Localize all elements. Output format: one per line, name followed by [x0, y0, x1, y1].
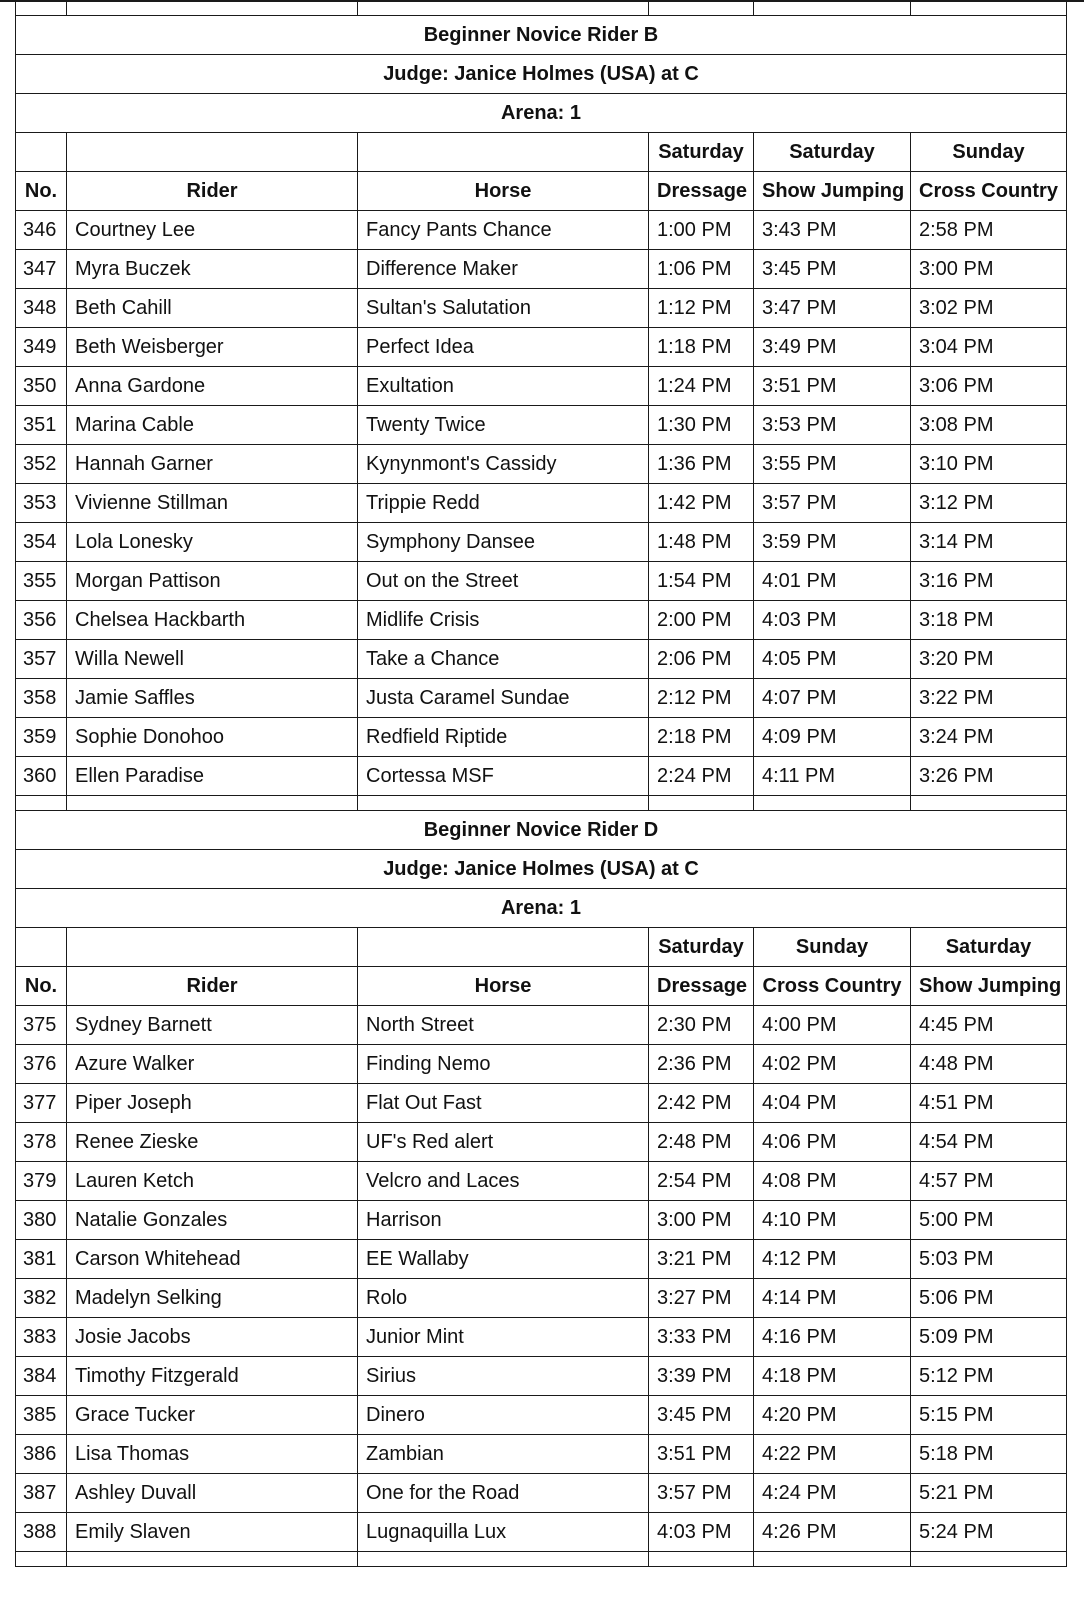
- horse-name: Fancy Pants Chance: [358, 211, 649, 250]
- spacer-cell: [649, 1552, 754, 1567]
- time-3: 4:57 PM: [911, 1162, 1067, 1201]
- spacer-cell: [911, 1, 1067, 16]
- table-row: [16, 1435, 1067, 1474]
- table-row: [16, 1357, 1067, 1396]
- schedule-sheet: [15, 0, 1066, 1567]
- horse-name: Twenty Twice: [358, 406, 649, 445]
- spacer-cell: [358, 1552, 649, 1567]
- horse-name: Velcro and Laces: [358, 1162, 649, 1201]
- time-3: 3:20 PM: [911, 640, 1067, 679]
- header-horse: Horse: [358, 967, 649, 1006]
- rider-number: 387: [16, 1474, 67, 1513]
- time-3: 5:09 PM: [911, 1318, 1067, 1357]
- time-1: 2:06 PM: [649, 640, 754, 679]
- time-3: 3:10 PM: [911, 445, 1067, 484]
- header-phase-1: Dressage: [649, 172, 754, 211]
- horse-name: Redfield Riptide: [358, 718, 649, 757]
- time-2: 3:53 PM: [754, 406, 911, 445]
- schedule-table: [15, 0, 1067, 1567]
- spacer-cell: [67, 796, 358, 811]
- table-row: [16, 445, 1067, 484]
- spacer-cell: [67, 1552, 358, 1567]
- section-title: Beginner Novice Rider D: [16, 811, 1067, 850]
- time-3: 4:48 PM: [911, 1045, 1067, 1084]
- time-1: 3:51 PM: [649, 1435, 754, 1474]
- spacer-cell: [754, 796, 911, 811]
- schedule-body: [16, 1, 1067, 1567]
- horse-name: Difference Maker: [358, 250, 649, 289]
- section-title-row: [16, 811, 1067, 850]
- time-3: 5:00 PM: [911, 1201, 1067, 1240]
- day-header-1: Saturday: [649, 133, 754, 172]
- section-title: Beginner Novice Rider B: [16, 16, 1067, 55]
- bottom-spacer-row: [16, 1552, 1067, 1567]
- horse-name: Kynynmont's Cassidy: [358, 445, 649, 484]
- time-2: 4:03 PM: [754, 601, 911, 640]
- empty-header-cell: [358, 133, 649, 172]
- rider-number: 354: [16, 523, 67, 562]
- time-3: 5:24 PM: [911, 1513, 1067, 1552]
- time-1: 3:33 PM: [649, 1318, 754, 1357]
- rider-number: 349: [16, 328, 67, 367]
- time-3: 4:45 PM: [911, 1006, 1067, 1045]
- time-1: 2:24 PM: [649, 757, 754, 796]
- header-no: No.: [16, 172, 67, 211]
- header-horse: Horse: [358, 172, 649, 211]
- day-header-1: Saturday: [649, 928, 754, 967]
- rider-number: 359: [16, 718, 67, 757]
- rider-name: Beth Cahill: [67, 289, 358, 328]
- time-2: 3:47 PM: [754, 289, 911, 328]
- time-3: 5:18 PM: [911, 1435, 1067, 1474]
- arena-line-row: [16, 94, 1067, 133]
- rider-name: Sydney Barnett: [67, 1006, 358, 1045]
- table-row: [16, 1474, 1067, 1513]
- table-row: [16, 640, 1067, 679]
- table-row: [16, 1279, 1067, 1318]
- table-row: [16, 718, 1067, 757]
- header-phase-3: Show Jumping: [911, 967, 1067, 1006]
- time-2: 4:05 PM: [754, 640, 911, 679]
- rider-name: Vivienne Stillman: [67, 484, 358, 523]
- rider-name: Emily Slaven: [67, 1513, 358, 1552]
- time-3: 3:00 PM: [911, 250, 1067, 289]
- rider-number: 348: [16, 289, 67, 328]
- empty-header-cell: [67, 133, 358, 172]
- spacer-cell: [911, 1552, 1067, 1567]
- time-1: 1:36 PM: [649, 445, 754, 484]
- time-2: 3:57 PM: [754, 484, 911, 523]
- spacer-cell: [911, 796, 1067, 811]
- time-1: 1:00 PM: [649, 211, 754, 250]
- day-header-2: Saturday: [754, 133, 911, 172]
- horse-name: Sultan's Salutation: [358, 289, 649, 328]
- table-row: [16, 1006, 1067, 1045]
- horse-name: Justa Caramel Sundae: [358, 679, 649, 718]
- rider-number: 376: [16, 1045, 67, 1084]
- table-row: [16, 1084, 1067, 1123]
- time-3: 2:58 PM: [911, 211, 1067, 250]
- rider-name: Jamie Saffles: [67, 679, 358, 718]
- time-3: 3:24 PM: [911, 718, 1067, 757]
- time-3: 3:16 PM: [911, 562, 1067, 601]
- time-2: 4:08 PM: [754, 1162, 911, 1201]
- rider-number: 353: [16, 484, 67, 523]
- table-row: [16, 562, 1067, 601]
- spacer-cell: [358, 796, 649, 811]
- time-1: 1:18 PM: [649, 328, 754, 367]
- table-row: [16, 1396, 1067, 1435]
- horse-name: Perfect Idea: [358, 328, 649, 367]
- horse-name: Symphony Dansee: [358, 523, 649, 562]
- header-phase-1: Dressage: [649, 967, 754, 1006]
- horse-name: Rolo: [358, 1279, 649, 1318]
- horse-name: Trippie Redd: [358, 484, 649, 523]
- rider-number: 384: [16, 1357, 67, 1396]
- time-3: 3:14 PM: [911, 523, 1067, 562]
- time-2: 3:59 PM: [754, 523, 911, 562]
- horse-name: Take a Chance: [358, 640, 649, 679]
- time-1: 1:06 PM: [649, 250, 754, 289]
- time-2: 4:06 PM: [754, 1123, 911, 1162]
- rider-name: Lola Lonesky: [67, 523, 358, 562]
- column-header-row: [16, 967, 1067, 1006]
- rider-number: 350: [16, 367, 67, 406]
- time-2: 4:09 PM: [754, 718, 911, 757]
- time-2: 3:55 PM: [754, 445, 911, 484]
- rider-number: 357: [16, 640, 67, 679]
- time-1: 1:48 PM: [649, 523, 754, 562]
- time-3: 3:02 PM: [911, 289, 1067, 328]
- spacer-cell: [649, 796, 754, 811]
- rider-number: 358: [16, 679, 67, 718]
- time-2: 4:11 PM: [754, 757, 911, 796]
- horse-name: Sirius: [358, 1357, 649, 1396]
- time-3: 5:21 PM: [911, 1474, 1067, 1513]
- time-2: 4:26 PM: [754, 1513, 911, 1552]
- time-2: 4:22 PM: [754, 1435, 911, 1474]
- spacer-cell: [16, 1552, 67, 1567]
- day-header-2: Sunday: [754, 928, 911, 967]
- horse-name: UF's Red alert: [358, 1123, 649, 1162]
- time-3: 5:03 PM: [911, 1240, 1067, 1279]
- time-3: 3:04 PM: [911, 328, 1067, 367]
- horse-name: Lugnaquilla Lux: [358, 1513, 649, 1552]
- day-header-3: Sunday: [911, 133, 1067, 172]
- time-2: 3:45 PM: [754, 250, 911, 289]
- rider-number: 386: [16, 1435, 67, 1474]
- rider-name: Courtney Lee: [67, 211, 358, 250]
- rider-number: 383: [16, 1318, 67, 1357]
- day-header-row: [16, 928, 1067, 967]
- table-row: [16, 328, 1067, 367]
- horse-name: Exultation: [358, 367, 649, 406]
- rider-number: 355: [16, 562, 67, 601]
- horse-name: Flat Out Fast: [358, 1084, 649, 1123]
- time-3: 3:18 PM: [911, 601, 1067, 640]
- header-phase-3: Cross Country: [911, 172, 1067, 211]
- time-1: 3:27 PM: [649, 1279, 754, 1318]
- time-2: 4:00 PM: [754, 1006, 911, 1045]
- time-1: 1:30 PM: [649, 406, 754, 445]
- rider-name: Lisa Thomas: [67, 1435, 358, 1474]
- table-row: [16, 1045, 1067, 1084]
- rider-number: 385: [16, 1396, 67, 1435]
- rider-name: Madelyn Selking: [67, 1279, 358, 1318]
- time-1: 2:36 PM: [649, 1045, 754, 1084]
- time-3: 3:22 PM: [911, 679, 1067, 718]
- day-header-row: [16, 133, 1067, 172]
- horse-name: Cortessa MSF: [358, 757, 649, 796]
- horse-name: Dinero: [358, 1396, 649, 1435]
- empty-header-cell: [67, 928, 358, 967]
- horse-name: Finding Nemo: [358, 1045, 649, 1084]
- judge-line: Judge: Janice Holmes (USA) at C: [16, 55, 1067, 94]
- rider-number: 381: [16, 1240, 67, 1279]
- spacer-cell: [649, 1, 754, 16]
- time-3: 4:54 PM: [911, 1123, 1067, 1162]
- time-2: 4:14 PM: [754, 1279, 911, 1318]
- spacer-cell: [358, 1, 649, 16]
- table-row: [16, 757, 1067, 796]
- rider-name: Morgan Pattison: [67, 562, 358, 601]
- time-3: 3:06 PM: [911, 367, 1067, 406]
- time-1: 1:24 PM: [649, 367, 754, 406]
- rider-name: Azure Walker: [67, 1045, 358, 1084]
- rider-number: 377: [16, 1084, 67, 1123]
- table-row: [16, 484, 1067, 523]
- day-header-3: Saturday: [911, 928, 1067, 967]
- time-1: 2:42 PM: [649, 1084, 754, 1123]
- horse-name: Zambian: [358, 1435, 649, 1474]
- rider-number: 382: [16, 1279, 67, 1318]
- table-row: [16, 367, 1067, 406]
- rider-name: Beth Weisberger: [67, 328, 358, 367]
- time-1: 3:21 PM: [649, 1240, 754, 1279]
- time-2: 4:10 PM: [754, 1201, 911, 1240]
- time-3: 3:12 PM: [911, 484, 1067, 523]
- time-2: 4:04 PM: [754, 1084, 911, 1123]
- rider-name: Josie Jacobs: [67, 1318, 358, 1357]
- spacer-cell: [67, 1, 358, 16]
- rider-name: Ashley Duvall: [67, 1474, 358, 1513]
- time-1: 1:54 PM: [649, 562, 754, 601]
- time-2: 4:16 PM: [754, 1318, 911, 1357]
- time-1: 1:12 PM: [649, 289, 754, 328]
- empty-header-cell: [16, 928, 67, 967]
- top-spacer-row: [16, 1, 1067, 16]
- time-2: 4:07 PM: [754, 679, 911, 718]
- time-2: 4:24 PM: [754, 1474, 911, 1513]
- time-2: 3:51 PM: [754, 367, 911, 406]
- header-no: No.: [16, 967, 67, 1006]
- time-1: 2:00 PM: [649, 601, 754, 640]
- rider-name: Sophie Donohoo: [67, 718, 358, 757]
- table-row: [16, 1240, 1067, 1279]
- rider-number: 375: [16, 1006, 67, 1045]
- header-phase-2: Show Jumping: [754, 172, 911, 211]
- table-row: [16, 601, 1067, 640]
- rider-name: Chelsea Hackbarth: [67, 601, 358, 640]
- rider-name: Lauren Ketch: [67, 1162, 358, 1201]
- time-2: 3:49 PM: [754, 328, 911, 367]
- rider-number: 388: [16, 1513, 67, 1552]
- rider-number: 378: [16, 1123, 67, 1162]
- rider-number: 379: [16, 1162, 67, 1201]
- rider-number: 352: [16, 445, 67, 484]
- table-row: [16, 1162, 1067, 1201]
- table-row: [16, 289, 1067, 328]
- horse-name: Midlife Crisis: [358, 601, 649, 640]
- spacer-cell: [16, 796, 67, 811]
- table-row: [16, 679, 1067, 718]
- empty-header-cell: [358, 928, 649, 967]
- horse-name: Harrison: [358, 1201, 649, 1240]
- horse-name: EE Wallaby: [358, 1240, 649, 1279]
- empty-header-cell: [16, 133, 67, 172]
- spacer-cell: [16, 1, 67, 16]
- rider-name: Willa Newell: [67, 640, 358, 679]
- header-rider: Rider: [67, 967, 358, 1006]
- time-1: 2:12 PM: [649, 679, 754, 718]
- rider-name: Ellen Paradise: [67, 757, 358, 796]
- time-1: 3:57 PM: [649, 1474, 754, 1513]
- rider-name: Natalie Gonzales: [67, 1201, 358, 1240]
- header-phase-2: Cross Country: [754, 967, 911, 1006]
- rider-name: Myra Buczek: [67, 250, 358, 289]
- rider-name: Timothy Fitzgerald: [67, 1357, 358, 1396]
- horse-name: Out on the Street: [358, 562, 649, 601]
- rider-name: Carson Whitehead: [67, 1240, 358, 1279]
- rider-name: Anna Gardone: [67, 367, 358, 406]
- time-1: 2:48 PM: [649, 1123, 754, 1162]
- table-row: [16, 211, 1067, 250]
- table-row: [16, 1123, 1067, 1162]
- rider-number: 356: [16, 601, 67, 640]
- table-row: [16, 1513, 1067, 1552]
- rider-number: 360: [16, 757, 67, 796]
- time-3: 3:26 PM: [911, 757, 1067, 796]
- section-title-row: [16, 16, 1067, 55]
- time-2: 4:02 PM: [754, 1045, 911, 1084]
- rider-number: 380: [16, 1201, 67, 1240]
- horse-name: One for the Road: [358, 1474, 649, 1513]
- table-row: [16, 1318, 1067, 1357]
- arena-line: Arena: 1: [16, 94, 1067, 133]
- rider-name: Hannah Garner: [67, 445, 358, 484]
- time-1: 3:45 PM: [649, 1396, 754, 1435]
- time-2: 4:01 PM: [754, 562, 911, 601]
- time-1: 2:54 PM: [649, 1162, 754, 1201]
- rider-number: 347: [16, 250, 67, 289]
- arena-line: Arena: 1: [16, 889, 1067, 928]
- header-rider: Rider: [67, 172, 358, 211]
- rider-name: Grace Tucker: [67, 1396, 358, 1435]
- time-1: 2:18 PM: [649, 718, 754, 757]
- time-3: 5:06 PM: [911, 1279, 1067, 1318]
- table-row: [16, 250, 1067, 289]
- time-3: 3:08 PM: [911, 406, 1067, 445]
- table-row: [16, 406, 1067, 445]
- spacer-cell: [754, 1552, 911, 1567]
- judge-line-row: [16, 55, 1067, 94]
- table-row: [16, 1201, 1067, 1240]
- time-1: 2:30 PM: [649, 1006, 754, 1045]
- time-1: 1:42 PM: [649, 484, 754, 523]
- time-3: 5:12 PM: [911, 1357, 1067, 1396]
- horse-name: Junior Mint: [358, 1318, 649, 1357]
- section-spacer-row: [16, 796, 1067, 811]
- time-2: 4:20 PM: [754, 1396, 911, 1435]
- rider-number: 351: [16, 406, 67, 445]
- rider-number: 346: [16, 211, 67, 250]
- time-3: 4:51 PM: [911, 1084, 1067, 1123]
- table-row: [16, 523, 1067, 562]
- arena-line-row: [16, 889, 1067, 928]
- judge-line: Judge: Janice Holmes (USA) at C: [16, 850, 1067, 889]
- time-1: 4:03 PM: [649, 1513, 754, 1552]
- time-1: 3:00 PM: [649, 1201, 754, 1240]
- rider-name: Piper Joseph: [67, 1084, 358, 1123]
- time-3: 5:15 PM: [911, 1396, 1067, 1435]
- rider-name: Marina Cable: [67, 406, 358, 445]
- spacer-cell: [754, 1, 911, 16]
- rider-name: Renee Zieske: [67, 1123, 358, 1162]
- time-2: 4:18 PM: [754, 1357, 911, 1396]
- time-1: 3:39 PM: [649, 1357, 754, 1396]
- time-2: 3:43 PM: [754, 211, 911, 250]
- judge-line-row: [16, 850, 1067, 889]
- horse-name: North Street: [358, 1006, 649, 1045]
- column-header-row: [16, 172, 1067, 211]
- time-2: 4:12 PM: [754, 1240, 911, 1279]
